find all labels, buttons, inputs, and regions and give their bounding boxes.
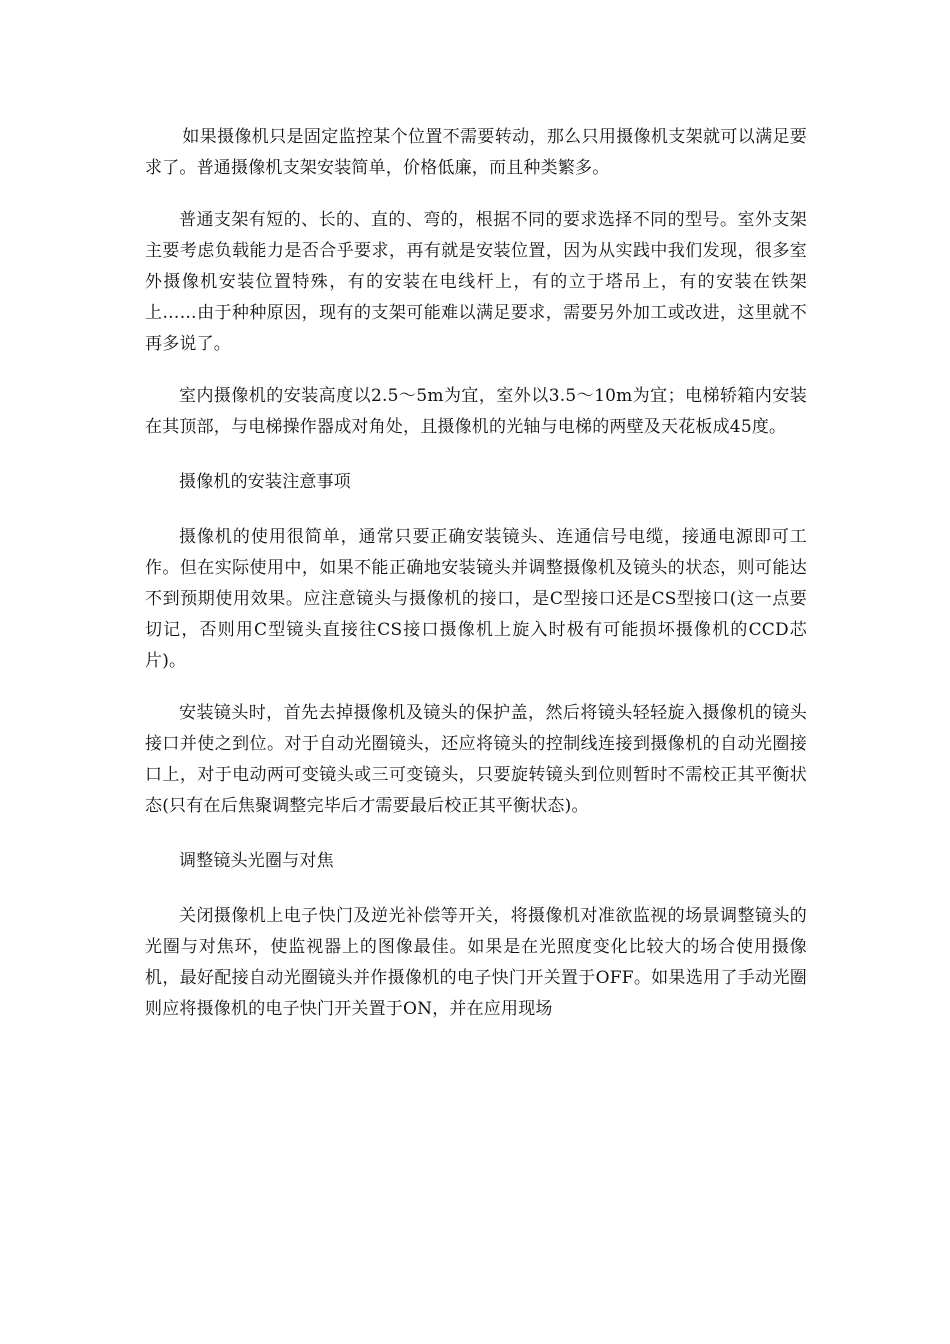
- document-page: [145, 122, 807, 1025]
- paragraph-lens-install: 安装镜头时，首先去掉摄像机及镜头的保护盖，然后将镜头轻轻旋入摄像机的镜头接口并使之到位。对于自动光圈镜头，还应将镜头的控制线连接到摄像机的自动光圈接口上，对于电动两可变镜头或三可变镜头，只要旋转镜头到位则暂时不需校正其平衡状态(只有在后焦聚调整完毕后才需要最后校正其平衡状态)。: [145, 703, 807, 816]
- section-heading-install-notes: 摄像机的安装注意事项: [179, 472, 351, 492]
- paragraph-install-height: 室内摄像机的安装高度以2.5～5m为宜，室外以3.5～10m为宜；电梯轿箱内安装在其顶部，与电梯操作器成对角处，且摄像机的光轴与电梯的两壁及天花板成45度。: [145, 386, 807, 437]
- paragraph-aperture-adjust: 关闭摄像机上电子快门及逆光补偿等开关，将摄像机对准欲监视的场景调整镜头的光圈与对焦环，使监视器上的图像最佳。如果是在光照度变化比较大的场合使用摄像机，最好配接自动光圈镜头并作摄像机的电子快门开关置于OFF。如果选用了手动光圈则应将摄像机的电子快门开关置于ON，并在应用现场: [145, 906, 807, 1019]
- paragraph-bracket-intro: 如果摄像机只是固定监控某个位置不需要转动，那么只用摄像机支架就可以满足要求了。普通摄像机支架安装简单，价格低廉，而且种类繁多。: [145, 127, 807, 178]
- paragraph-bracket-types: 普通支架有短的、长的、直的、弯的，根据不同的要求选择不同的型号。室外支架主要考虑负载能力是否合乎要求，再有就是安装位置，因为从实践中我们发现，很多室外摄像机安装位置特殊，有的安装在电线杆上，有的立于塔吊上，有的安装在铁架上……由于种种原因，现有的支架可能难以满足要求，需要另外加工或改进，这里就不再多说了。: [145, 210, 807, 354]
- section-heading-aperture-focus: 调整镜头光圈与对焦: [179, 851, 334, 871]
- paragraph-lens-interface: 摄像机的使用很简单，通常只要正确安装镜头、连通信号电缆，接通电源即可工作。但在实际使用中，如果不能正确地安装镜头并调整摄像机及镜头的状态，则可能达不到预期使用效果。应注意镜头与摄像机的接口，是C型接口还是CS型接口(这一点要切记，否则用C型镜头直接往CS接口摄像机上旋入时极有可能损坏摄像机的CCD芯片)。: [145, 527, 807, 671]
